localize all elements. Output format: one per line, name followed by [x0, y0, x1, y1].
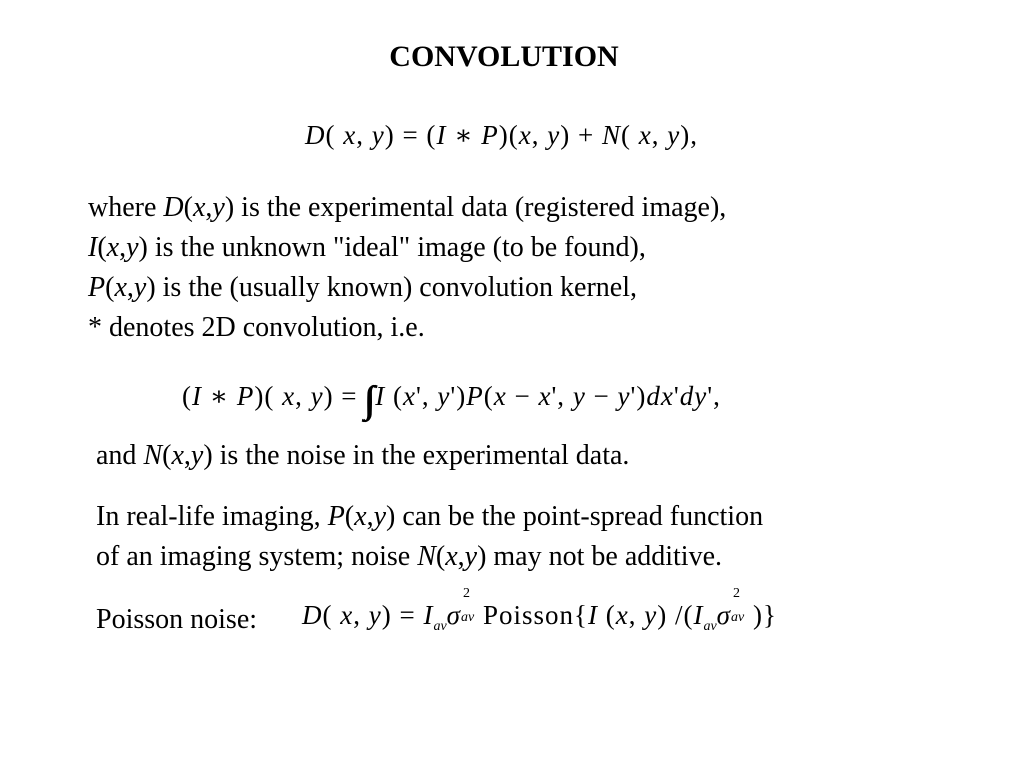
real-life-line-1: In real-life imaging, P(x,y) can be the point-spread function	[96, 501, 764, 532]
definition-p-text: is the (usually known) convolution kernel,	[155, 272, 637, 303]
poisson-formula: D( x, $y) = I_{av}\sigma$ 2 av Poisson{I (x, y) $/(I_{av}\sigma$ 2 av )}	[302, 586, 777, 634]
real-life-line-2: of an imaging system; noise N(x,y) may not be additive.	[96, 541, 723, 572]
real-life-prefix: In real-life imaging,	[96, 501, 328, 532]
definition-i-text: is the unknown "ideal" image (to be found),	[147, 232, 646, 263]
poisson-word: Poisson	[482, 600, 575, 630]
definition-line-p: P(x,y) is the (usually known) convolution kernel,	[88, 272, 637, 303]
convolution-integral-equation: (I ∗ P)( x, y) = I (x', y')P(x − x', y − y')dx'dy',	[182, 381, 721, 411]
poisson-label: Poisson noise:	[96, 604, 258, 635]
definition-line-i: I(x,y) is the unknown "ideal" image (to be found),	[88, 232, 646, 263]
noise-text: is the noise in the experimental data.	[212, 440, 630, 471]
definition-prefix: where	[88, 192, 164, 223]
convolution-equation: D( x, y) = (I ∗ P)(x, y) + N( x, y),	[305, 120, 698, 150]
real-life-text-2: may not be additive.	[486, 541, 723, 572]
definition-line-convolution: * denotes 2D convolution, i.e.	[88, 312, 425, 343]
real-life-text-1: can be the point-spread function	[395, 501, 764, 532]
definition-d-text: is the experimental data (registered image),	[234, 192, 727, 223]
definition-line-d: where D(x,y) is the experimental data (registered image),	[88, 192, 727, 223]
noise-definition: and N(x,y) is the noise in the experimental data.	[96, 440, 630, 471]
real-life-prefix-2: of an imaging system; noise	[96, 541, 418, 572]
page-title: CONVOLUTION	[389, 40, 619, 73]
noise-prefix: and	[96, 440, 144, 471]
